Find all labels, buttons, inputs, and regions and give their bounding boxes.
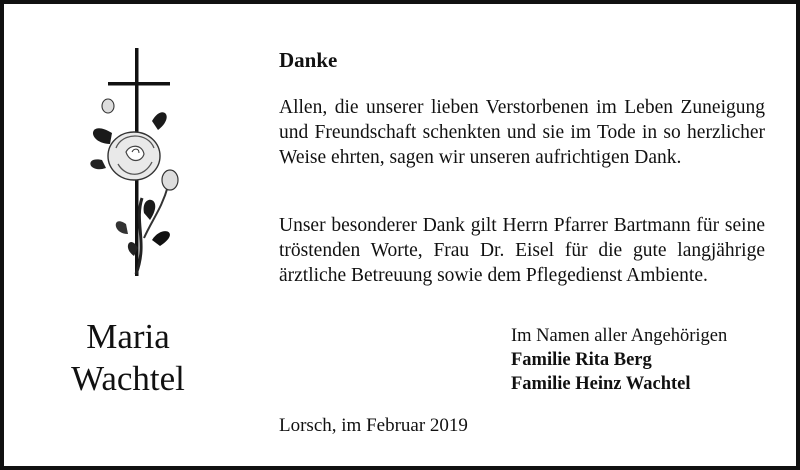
place-and-date: Lorsch, im Februar 2019 — [279, 415, 468, 436]
signature-intro: Im Namen aller Angehörigen — [511, 326, 728, 346]
notice-heading: Danke — [279, 48, 338, 72]
deceased-last-name: Wachtel — [71, 359, 185, 398]
signature-family-berg: Familie Rita Berg — [511, 350, 652, 370]
deceased-name — [44, 316, 212, 400]
special-thanks-paragraph: Unser besonderer Dank gilt Herrn Pfarrer Bartmann für seine tröstenden Worte, Frau Dr. Eisel für die gute langjährige ärztliche Betreuung sowie dem Pflegedienst Ambiente. — [279, 215, 765, 286]
signature-block — [511, 324, 727, 396]
signature-family-wachtel: Familie Heinz Wachtel — [511, 374, 691, 394]
cross-with-rose-icon — [82, 48, 194, 282]
deceased-first-name: Maria — [86, 317, 170, 356]
thanks-paragraph: Allen, die unserer lieben Verstorbenen im Leben Zuneigung und Freundschaft schenkten und sie im Tode in so herzlicher Weise ehrten, sagen wir unseren aufrichtigen Dank. — [279, 97, 765, 168]
